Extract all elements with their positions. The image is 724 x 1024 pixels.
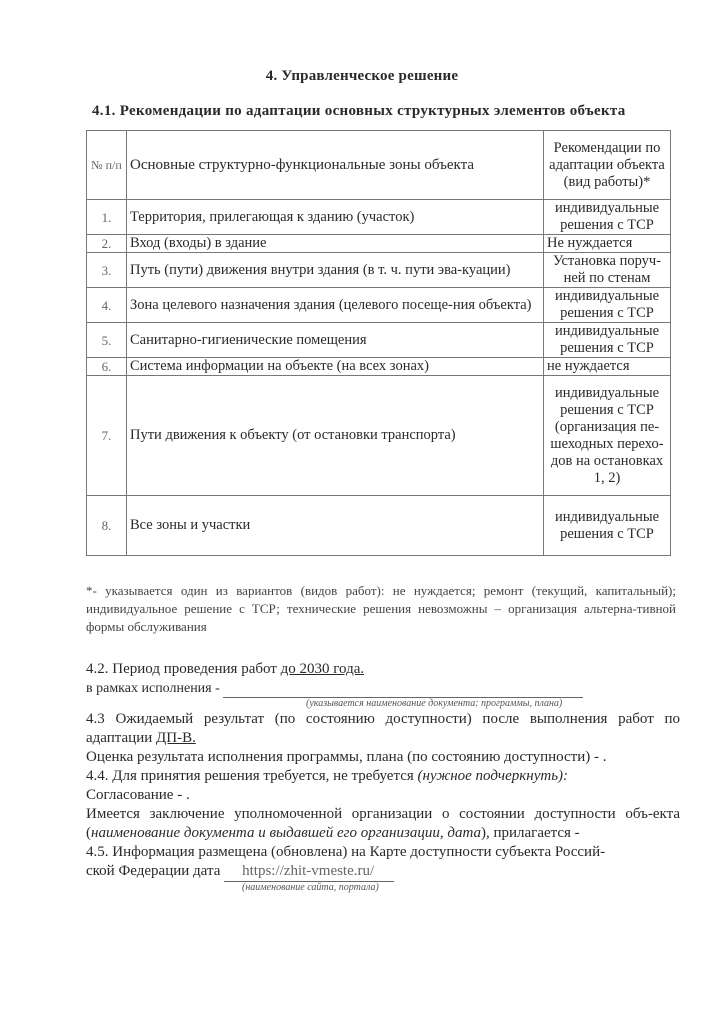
- row-zone: Все зоны и участки: [127, 496, 544, 556]
- row-recommendation: Не нуждается: [544, 235, 671, 253]
- subsection-title: 4.1. Рекомендации по адаптации основных структурных элементов объекта: [92, 103, 626, 119]
- table-row: [87, 288, 671, 323]
- row-recommendation: Установка поруч-ней по стенам: [544, 253, 671, 288]
- row-zone: Система информации на объекте (на всех зонах): [127, 358, 544, 376]
- table-row: [87, 253, 671, 288]
- within-label: в рамках исполнения -: [86, 681, 220, 696]
- table-row: [87, 358, 671, 376]
- conclusion-text-a: Имеется заключение уполномоченной организации о состоянии доступности объ-екта (: [86, 806, 680, 841]
- row-num: 6.: [87, 358, 127, 376]
- conclusion-text-b: ), прилагается -: [480, 825, 580, 841]
- site-url[interactable]: https://zhit-vmeste.ru/: [224, 862, 394, 882]
- approval-line: Согласование - .: [86, 787, 190, 803]
- row-num: 1.: [87, 200, 127, 235]
- header-recommendation: Рекомендации по адаптации объекта (вид работы)*: [544, 131, 671, 200]
- expected-result-value: ДП-В.: [156, 730, 196, 746]
- row-recommendation: индивидуальные решения с ТСР: [544, 323, 671, 358]
- decision-required-note: (нужное подчеркнуть):: [417, 768, 569, 784]
- section-title: 4. Управленческое решение: [265, 68, 459, 84]
- row-zone: Территория, прилегающая к зданию (участок): [127, 200, 544, 235]
- row-zone: Пути движения к объекту (от остановки транспорта): [127, 376, 544, 496]
- row-recommendation: не нуждается: [544, 358, 671, 376]
- map-info-line: [86, 843, 680, 882]
- expected-result: [86, 710, 680, 748]
- row-recommendation: индивидуальные решения с ТСР: [544, 496, 671, 556]
- evaluation-line: Оценка результата исполнения программы, плана (по состоянию доступности) - .: [86, 749, 607, 765]
- table-row: [87, 323, 671, 358]
- row-recommendation: индивидуальные решения с ТСР (организация пе-шеходных перехо-дов на остановках 1, 2): [544, 376, 671, 496]
- row-num: 8.: [87, 496, 127, 556]
- conclusion-line: [86, 805, 680, 843]
- header-num: № п/п: [87, 131, 127, 200]
- decision-required-label: 4.4. Для принятия решения требуется, не требуется: [86, 768, 418, 784]
- site-caption: (наименование сайта, портала): [242, 882, 379, 893]
- table-footnote: *- указывается один из вариантов (видов работ): не нуждается; ремонт (текущий, капитальный); индивидуальное решение с ТСР; технические решения невозможны – организация альтерна-тивной формы обслуживания: [86, 583, 676, 634]
- conclusion-text-italic: наименование документа и выдавшей его организации, дата: [91, 825, 481, 841]
- decision-required-line: [86, 767, 680, 786]
- header-zone: Основные структурно-функциональные зоны объекта: [127, 131, 544, 200]
- row-zone: Санитарно-гигиенические помещения: [127, 323, 544, 358]
- table-row: [87, 235, 671, 253]
- row-num: 7.: [87, 376, 127, 496]
- row-num: 5.: [87, 323, 127, 358]
- row-zone: Путь (пути) движения внутри здания (в т. ч. пути эва-куации): [127, 253, 544, 288]
- row-zone: Вход (входы) в здание: [127, 235, 544, 253]
- table-header-row: [87, 131, 671, 200]
- row-zone: Зона целевого назначения здания (целевого посеще-ния объекта): [127, 288, 544, 323]
- table-row: [87, 376, 671, 496]
- within-caption: (указывается наименование документа: программы, плана): [306, 698, 563, 709]
- period-line: [86, 660, 680, 679]
- row-recommendation: индивидуальные решения с ТСР: [544, 288, 671, 323]
- within-blank: [223, 683, 583, 698]
- row-num: 3.: [87, 253, 127, 288]
- expected-result-label: 4.3 Ожидаемый результат (по состоянию доступности) после выполнения работ по адаптации: [86, 711, 680, 746]
- row-num: 4.: [87, 288, 127, 323]
- period-value: до 2030 года.: [280, 661, 365, 677]
- recommendations-table: [86, 130, 671, 556]
- row-recommendation: индивидуальные решения с ТСР: [544, 200, 671, 235]
- period-label: 4.2. Период проведения работ: [86, 661, 281, 677]
- decision-body: [86, 660, 680, 894]
- table-row: [87, 200, 671, 235]
- row-num: 2.: [87, 235, 127, 253]
- map-info-text-1: 4.5. Информация размещена (обновлена) на Карте доступности субъекта Россий-: [86, 844, 606, 860]
- table-row: [87, 496, 671, 556]
- map-info-text-2: ской Федерации дата: [86, 863, 225, 879]
- within-line: [86, 679, 680, 698]
